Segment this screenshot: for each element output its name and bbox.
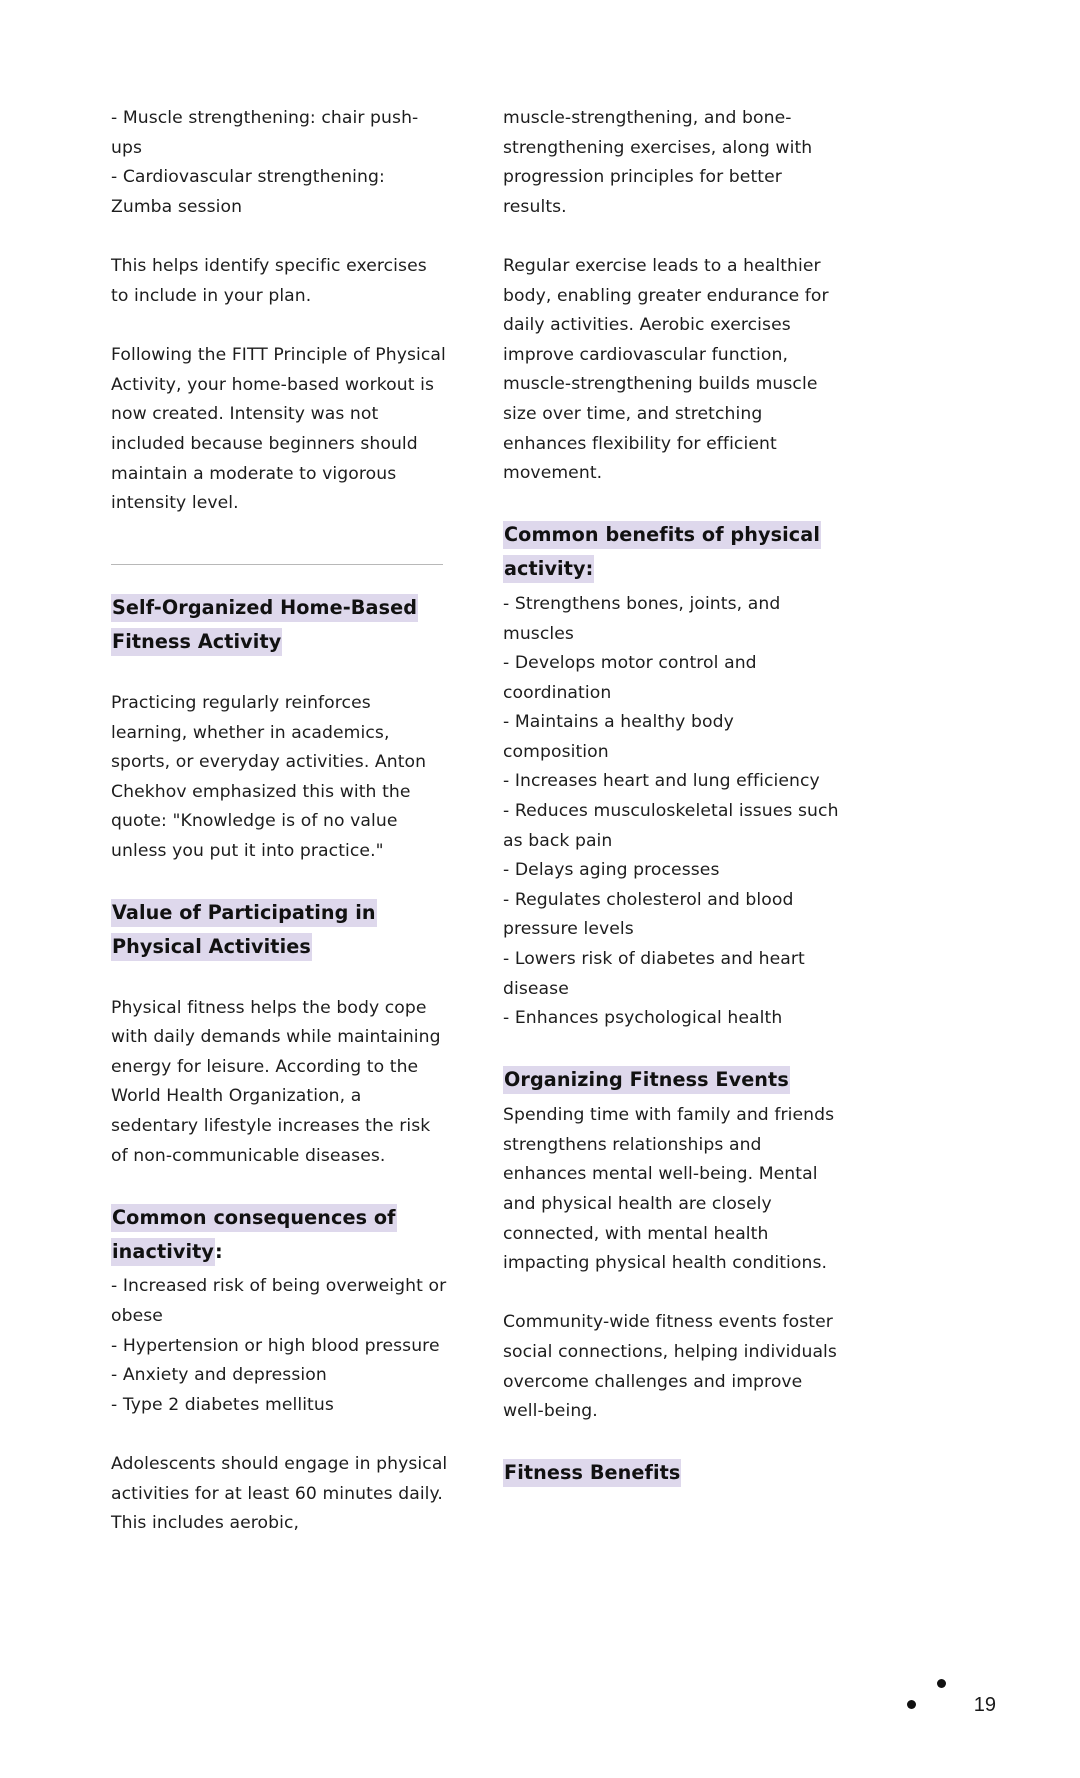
list-item: - Increased risk of being overweight or obese — [111, 1276, 447, 1326]
section-divider — [111, 564, 443, 565]
right-column — [503, 104, 841, 1490]
heading-text — [111, 591, 449, 659]
paragraph-fitt-principle: Following the FITT Principle of Physical Activity, your home-based workout is now created. Intensity was not included because beginners should maintain a moderate to vigorous intensity level. — [111, 345, 446, 514]
list-item: - Strengthens bones, joints, and muscles — [503, 593, 781, 644]
page-number: 19 — [973, 1694, 996, 1716]
list-item: - Enhances psychological health — [503, 1008, 783, 1029]
list-item: - Muscle strengthening: chair push-ups — [111, 108, 419, 158]
heading-value-of-participating-in-physical-activities — [111, 896, 449, 964]
heading-fitness-benefits — [503, 1456, 841, 1490]
decorative-dot-icon — [937, 1679, 946, 1688]
list-item: - Anxiety and depression — [111, 1365, 327, 1386]
heading-text — [111, 1201, 449, 1269]
decorative-dot-icon — [907, 1700, 916, 1709]
heading-text — [503, 518, 841, 586]
list-item: - Delays aging processes — [503, 860, 720, 881]
heading-highlight: Self-Organized Home-Based Fitness Activity — [111, 594, 418, 656]
list-item: - Develops motor control and coordination — [503, 653, 757, 703]
heading-trailing: : — [215, 1239, 223, 1263]
heading-organizing-fitness-events — [503, 1063, 841, 1097]
list-item: - Regulates cholesterol and blood pressure levels — [503, 889, 794, 940]
list-benefits-of-physical-activity — [503, 590, 841, 1034]
spacer — [111, 659, 449, 689]
heading-text — [503, 1456, 841, 1490]
list-item: - Lowers risk of diabetes and heart disease — [503, 949, 805, 999]
heading-highlight: Common benefits of physical activity: — [503, 521, 821, 583]
heading-highlight: Common consequences of inactivity — [111, 1204, 397, 1266]
left-column — [111, 104, 449, 1539]
paragraph-spending-time-family-friends: Spending time with family and friends strengthens relationships and enhances mental well-being. Mental and physical health are closely connected, with mental health impacting physical health conditions. — [503, 1105, 835, 1274]
heading-common-benefits-of-physical-activity — [503, 518, 841, 586]
heading-highlight: Organizing Fitness Events — [503, 1066, 790, 1094]
paragraph-practicing-regularly: Practicing regularly reinforces learning, whether in academics, sports, or everyday activities. Anton Chekhov emphasized this with the quote: "Knowledge is of no value unless you put it into practice." — [111, 692, 427, 861]
paragraph-identify-exercises: This helps identify specific exercises to include in your plan. — [111, 256, 427, 306]
heading-common-consequences-of-inactivity — [111, 1201, 449, 1269]
list-item: - Reduces musculoskeletal issues such as back pain — [503, 801, 839, 851]
list-workout-types — [111, 104, 449, 222]
paragraph-regular-exercise-healthier-body: Regular exercise leads to a healthier body, enabling greater endurance for daily activities. Aerobic exercises improve cardiovascular function, muscle-strengthening builds muscle size over time, and stretching enhances flexibility for efficient movement. — [503, 255, 829, 484]
paragraph-adolescents-60-minutes: Adolescents should engage in physical activities for at least 60 minutes daily. This includes aerobic, — [111, 1453, 448, 1534]
heading-highlight: Value of Participating in Physical Activities — [111, 899, 377, 961]
list-item: - Type 2 diabetes mellitus — [111, 1394, 334, 1415]
heading-text — [111, 896, 449, 964]
heading-highlight: Fitness Benefits — [503, 1459, 681, 1487]
paragraph-physical-fitness-body-cope: Physical fitness helps the body cope with daily demands while maintaining energy for leisure. According to the World Health Organization, a sedentary lifestyle increases the risk of non-communicable diseases. — [111, 997, 441, 1166]
paragraph-community-wide-fitness-events: Community-wide fitness events foster social connections, helping individuals overcome challenges and improve well-being. — [503, 1312, 837, 1422]
spacer — [111, 548, 449, 564]
list-item: - Hypertension or high blood pressure — [111, 1335, 440, 1356]
heading-self-organized-home-based-fitness-activity — [111, 591, 449, 659]
spacer — [111, 222, 449, 252]
list-item: - Increases heart and lung efficiency — [503, 771, 820, 792]
heading-text — [503, 1063, 841, 1097]
list-consequences-of-inactivity — [111, 1272, 449, 1420]
spacer — [111, 964, 449, 994]
list-item: - Cardiovascular strengthening: Zumba session — [111, 167, 385, 217]
paragraph-muscle-bone-strengthening: muscle-strengthening, and bone-strengthening exercises, along with progression principles for better results. — [503, 108, 813, 217]
list-item: - Maintains a healthy body composition — [503, 712, 734, 762]
